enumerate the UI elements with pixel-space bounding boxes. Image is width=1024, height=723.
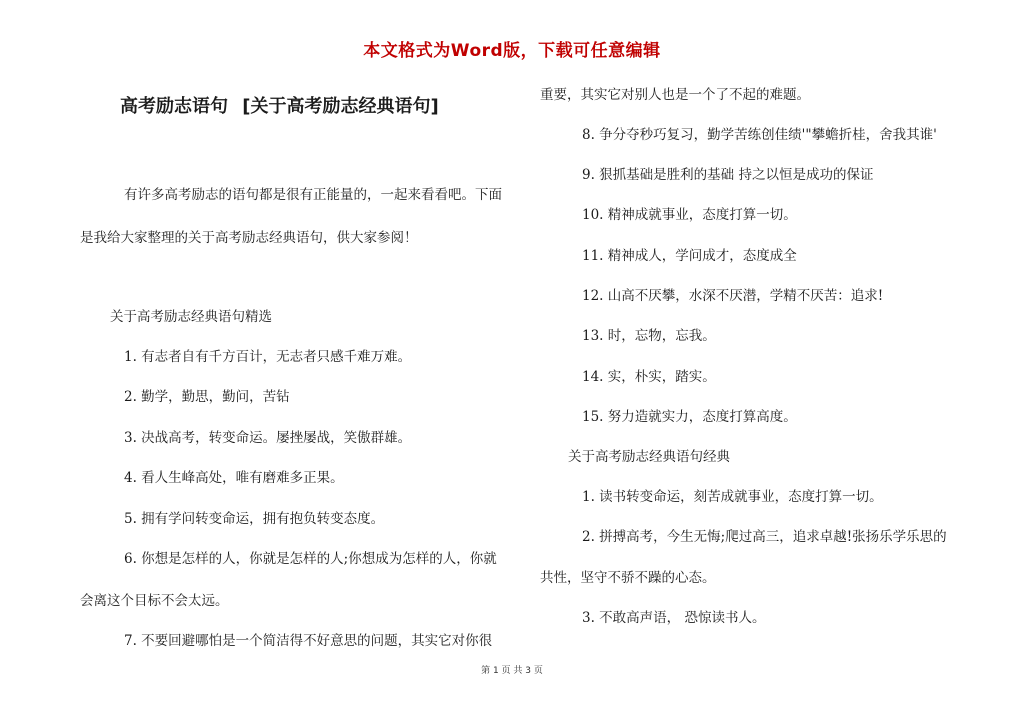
title-main: 高考励志语句 [120,96,228,117]
quote-item: 6. 你想是怎样的人，你就是怎样的人;你想成为怎样的人，你就 [124,551,497,567]
quote-item: 14. 实，朴实，踏实。 [582,369,716,385]
quote-item: 3. 决战高考，转变命运。屡挫屡战，笑傲群雄。 [124,430,412,446]
quote-item: 7. 不要回避哪怕是一个简洁得不好意思的问题，其实它对你很 [124,633,493,649]
quote-item: 13. 时，忘物，忘我。 [582,328,716,344]
page-number: 第 1 页 共 3 页 [481,666,543,676]
section-heading-selected: 关于高考励志经典语句精选 [110,309,272,325]
quote-item: 10. 精神成就事业，态度打算一切。 [582,207,797,223]
intro-line-1: 有许多高考励志的语句都是很有正能量的，一起来看看吧。下面 [124,187,502,203]
quote-item: 2. 勤学，勤思，勤问，苦钻 [124,389,290,405]
quote-item: 11. 精神成人，学问成才，态度成全 [582,248,797,264]
quote-item: 3. 不敢高声语， 恐惊读书人。 [582,610,766,626]
download-banner: 本文格式为Word版，下载可任意编辑 [363,41,661,61]
quote-item: 15. 努力造就实力，态度打算高度。 [582,409,797,425]
quote-item: 4. 看人生峰高处，唯有磨难多正果。 [124,470,344,486]
quote-item: 5. 拥有学问转变命运，拥有抱负转变态度。 [124,511,385,527]
quote-item-continued: 重要，其实它对别人也是一个了不起的难题。 [540,87,810,103]
document-title [120,92,439,118]
quote-item: 8. 争分夺秒巧复习，勤学苦练创佳绩'"攀蟾折桂，舍我其谁' [582,127,937,143]
quote-item: 12. 山高不厌攀，水深不厌潜，学精不厌苦：追求! [582,288,884,304]
title-sub: [关于高考励志经典语句] [242,96,439,117]
intro-line-2: 是我给大家整理的关于高考励志经典语句，供大家参阅！ [80,230,418,246]
quote-item: 2. 拼搏高考，今生无悔;爬过高三，追求卓越!张扬乐学乐思的 [582,529,947,545]
quote-item-continued: 共性，坚守不骄不躁的心态。 [540,570,716,586]
quote-item-continued: 会离这个目标不会太远。 [80,593,229,609]
quote-item: 1. 有志者自有千方百计，无志者只感千难万难。 [124,349,412,365]
quote-item: 9. 狠抓基础是胜利的基础 持之以恒是成功的保证 [582,167,874,183]
quote-item: 1. 读书转变命运，刻苦成就事业，态度打算一切。 [582,489,883,505]
section-heading-classic: 关于高考励志经典语句经典 [568,449,730,465]
